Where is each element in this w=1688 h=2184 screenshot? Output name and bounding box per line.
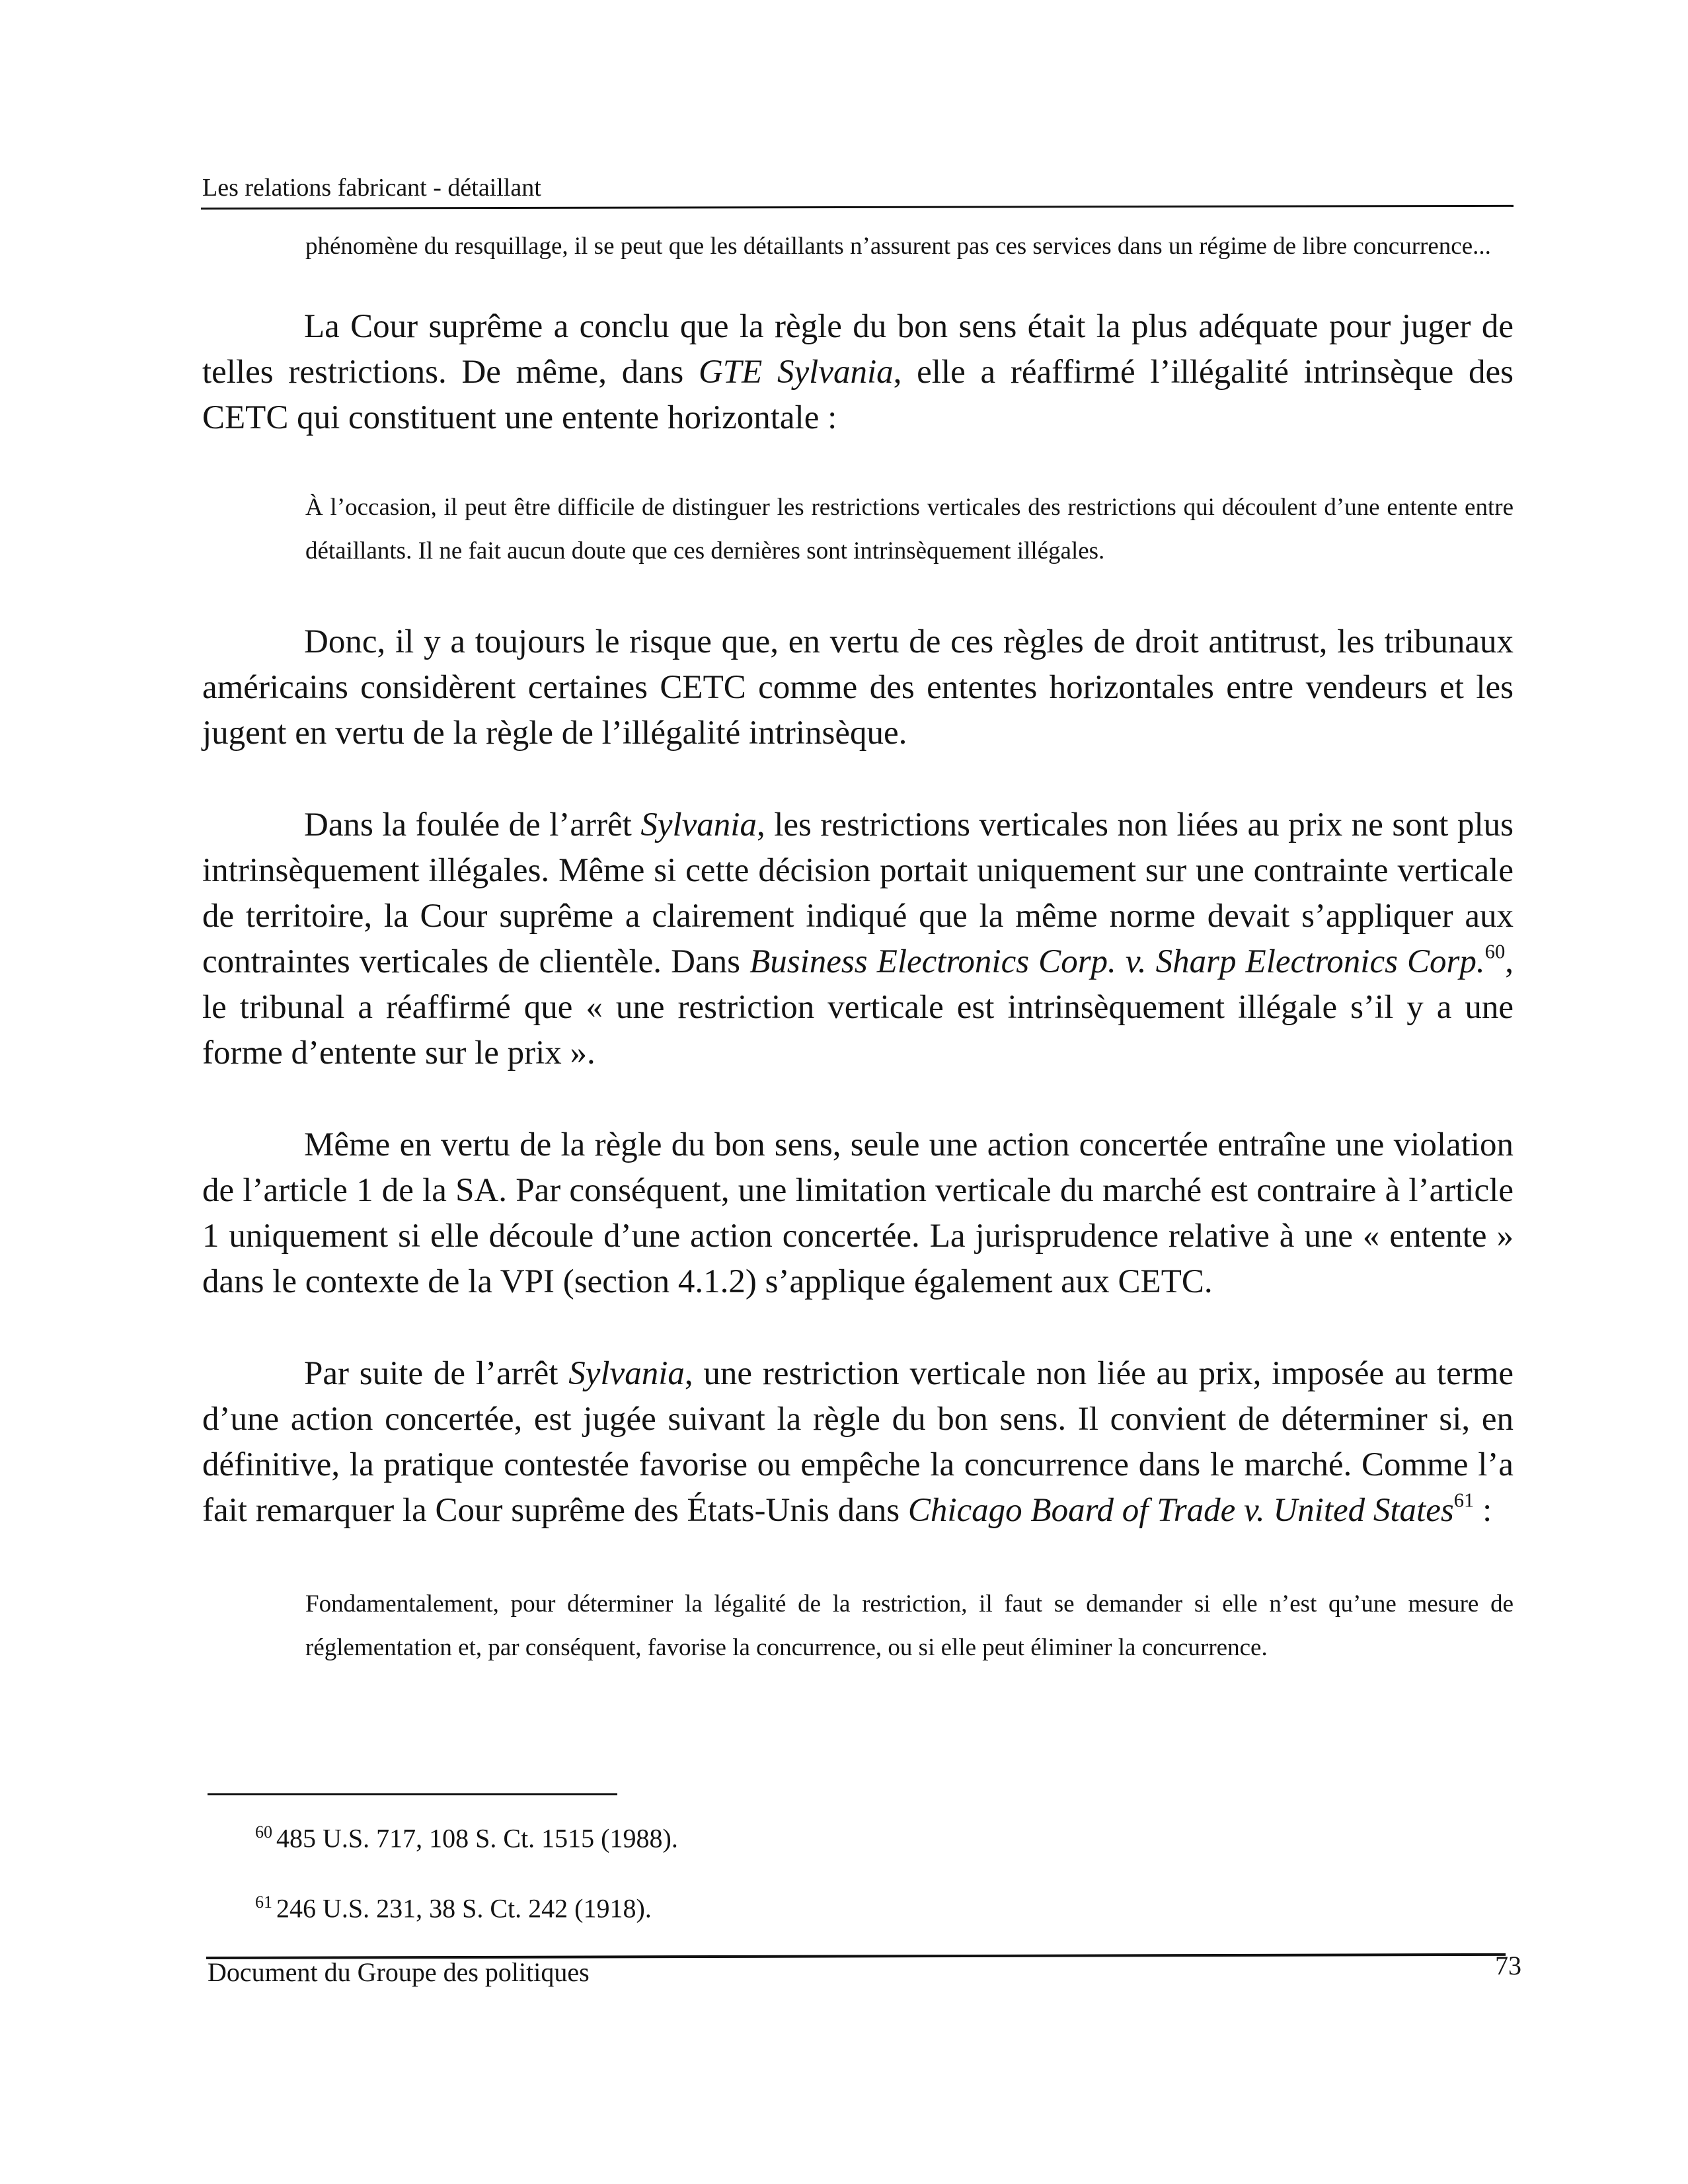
paragraph-sylvania: Dans la foulée de l’arrêt Sylvania, les restrictions verticales non liées au prix ne sont plus intrinsèquement illégales. Même si cette décision portait uniquement sur une contrainte verticale de territoire, la Cour suprême a clairement indiqué que la même norme devait s’appliquer aux contraintes verticales de clientèle. Dans Business Electronics Corp. v. Sharp Electronics Corp.$^{60}$, le tribunal a réaffirmé que « une restriction verticale est intrinsèquement illégale s’il y a une forme d’entente sur le prix ». bbox=[202, 806, 1514, 1072]
page-number: 73 bbox=[1495, 1951, 1521, 1980]
paragraph-donc: Donc, il y a toujours le risque que, en vertu de ces règles de droit antitrust, les tribunaux américains considèrent certaines CETC comme des ententes horizontales entre vendeurs et les jugent en vertu de la règle de l’illégalité intrinsèque. bbox=[202, 623, 1514, 752]
case-name: GTE Sylvania bbox=[698, 354, 894, 391]
paragraph-regle-bon-sens: Même en vertu de la règle du bon sens, seule une action concertée entraîne une violation de l’article 1 de la SA. Par conséquent, une limitation verticale du marché est contraire à l’article 1 uniquement si elle découle d’une action concertée. La jurisprudence relative à une « entente » dans le contexte de la VPI (section 4.1.2) s’applique également aux CETC. bbox=[202, 1126, 1514, 1300]
paragraph-cour-supreme: La Cour suprême a conclu que la règle du bon sens était la plus adéquate pour juger de telles restrictions. De même, dans GTE Sylvania, elle a réaffirmé l’illégalité intrinsèque des CETC qui constituent une entente horizontale : bbox=[202, 308, 1514, 436]
case-name: Sylvania bbox=[640, 806, 757, 843]
footnote-separator bbox=[208, 1793, 617, 1795]
case-name: Chicago Board of Trade v. United States bbox=[907, 1492, 1454, 1529]
footnote-text: 485 U.S. 717, 108 S. Ct. 1515 (1988). bbox=[276, 1823, 678, 1853]
footnote-text: 246 U.S. 231, 38 S. Ct. 242 (1918). bbox=[276, 1893, 652, 1924]
running-header: Les relations fabricant - détaillant bbox=[202, 174, 541, 202]
footnote-reference[interactable]: 61 bbox=[1453, 1489, 1475, 1512]
footnote-number: 60 bbox=[255, 1822, 272, 1842]
footnote-reference[interactable]: 60 bbox=[1484, 940, 1506, 963]
footnote-61 bbox=[255, 1892, 652, 1924]
header-rule bbox=[201, 205, 1514, 210]
footnote-number: 61 bbox=[255, 1892, 272, 1912]
block-quote-occasion: À l’occasion, il peut être difficile de distinguer les restrictions verticales des restrictions qui découlent d’une entente entre détaillants. Il ne fait aucun doute que ces dernières sont intrinsèquement illégales. bbox=[305, 494, 1514, 565]
case-name: Business Electronics Corp. v. Sharp Electronics Corp. bbox=[749, 943, 1485, 980]
paragraph-suite-sylvania: Par suite de l’arrêt Sylvania, une restriction verticale non liée au prix, imposée au terme d’une action concertée, est jugée suivant la règle du bon sens. Il convient de déterminer si, en définitive, la pratique contestée favorise ou empêche la concurrence dans le marché. Comme l’a fait remarquer la Cour suprême des États-Unis dans Chicago Board of Trade v. United States$^{61}$ : bbox=[202, 1355, 1514, 1529]
block-quote-continued: phénomène du resquillage, il se peut que les détaillants n’assurent pas ces services dans un régime de libre concurrence... bbox=[305, 233, 1491, 260]
running-footer: Document du Groupe des politiques bbox=[208, 1957, 590, 1987]
page-body bbox=[202, 225, 1514, 1670]
footnote-60 bbox=[255, 1822, 678, 1854]
case-name: Sylvania bbox=[568, 1355, 685, 1392]
block-quote-fondamentalement: Fondamentalement, pour déterminer la légalité de la restriction, il faut se demander si elle n’est qu’une mesure de réglementation et, par conséquent, favorise la concurrence, ou si elle peut éliminer la concurrence. bbox=[305, 1590, 1514, 1661]
